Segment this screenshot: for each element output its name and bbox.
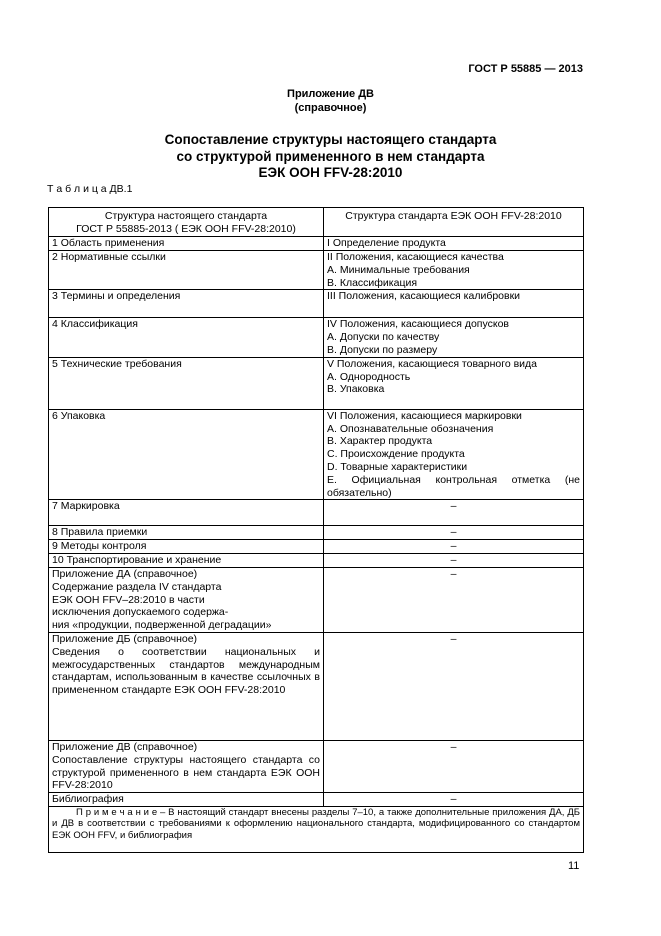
heading-line: со структурой примененного в нем стандарта xyxy=(176,148,485,164)
table-row xyxy=(49,553,584,567)
comparison-table xyxy=(48,207,584,853)
cell-text: D. Товарные характеристики xyxy=(327,460,468,473)
table-row xyxy=(49,526,584,540)
page-number: 11 xyxy=(568,860,580,872)
cell-text: – xyxy=(450,567,457,580)
row-cell-right xyxy=(324,740,584,792)
row-cell-left xyxy=(49,251,324,290)
appendix-type: (справочное) xyxy=(294,102,367,114)
cell-text: 1 Область применения xyxy=(52,237,165,249)
cell-text: – xyxy=(450,500,457,513)
row-cell-left xyxy=(49,500,324,526)
cell-text: I Определение продукта xyxy=(327,237,446,249)
row-cell-left xyxy=(49,318,324,357)
row-cell-left xyxy=(49,409,324,500)
row-cell-left xyxy=(49,357,324,409)
row-cell-left xyxy=(49,526,324,540)
cell-text: В. Упаковка xyxy=(327,383,385,396)
cell-text: А. Опознавательные обозначения xyxy=(327,422,494,435)
row-cell-right xyxy=(324,567,584,632)
row-cell-right xyxy=(324,553,584,567)
cell-text: В. Классификация xyxy=(327,276,418,289)
cell-text: – xyxy=(450,632,457,645)
header-text: Структура настоящего стандарта xyxy=(104,210,268,222)
row-cell-right xyxy=(324,526,584,540)
row-cell-left xyxy=(49,740,324,792)
table-row xyxy=(49,793,584,807)
cell-text: А. Допуски по качеству xyxy=(327,331,440,344)
table-row xyxy=(49,251,584,290)
header-cell-left xyxy=(49,208,324,237)
cell-text: 5 Технические требования xyxy=(52,357,182,370)
header-text: ГОСТ Р 55885-2013 ( ЕЭК ООН FFV-28:2010) xyxy=(76,222,296,235)
table-row xyxy=(49,632,584,740)
table-row xyxy=(49,567,584,632)
table-header-row xyxy=(49,208,584,237)
row-cell-right xyxy=(324,409,584,500)
cell-text: Е. Официальная контрольная отметка (не обязательно) xyxy=(327,473,580,499)
row-cell-right xyxy=(324,251,584,290)
cell-text: В. Допуски по размеру xyxy=(327,343,438,356)
cell-text: II Положения, касающиеся качества xyxy=(327,251,504,263)
cell-text: Сведения о соответствии национальных и межгосударственных стандартов международным стандартам, использованным в качестве ссылочных в примененном стандарте ЕЭК ООН FFV-28:2010 xyxy=(52,645,320,697)
cell-text: Содержание раздела IV стандарта xyxy=(52,580,222,593)
row-cell-right xyxy=(324,793,584,807)
heading-line: Сопоставление структуры настоящего стандарта xyxy=(164,132,497,147)
cell-text: С. Происхождение продукта xyxy=(327,448,465,461)
table-note: П р и м е ч а н и е – В настоящий стандарт внесены разделы 7–10, а также дополнительные приложения ДА, ДБ и ДВ в соответствии с требованиями к оформлению национального стандарта, модифицированного со стандартом ЕЭК ООН FFV, и библиография xyxy=(49,806,584,852)
cell-text: – xyxy=(450,793,457,806)
header-cell-right xyxy=(324,208,584,237)
cell-text: ЕЭК ООН FFV–28:2010 в части xyxy=(52,593,205,606)
row-cell-left xyxy=(49,540,324,554)
cell-text: 7 Маркировка xyxy=(52,500,120,513)
cell-text: ния «продукции, подверженной деградации» xyxy=(52,619,272,632)
cell-text: 2 Нормативные ссылки xyxy=(52,251,166,263)
cell-text: исключения допускаемого содержа- xyxy=(52,606,229,619)
cell-text: Приложение ДВ (справочное) xyxy=(52,740,198,753)
cell-text: 10 Транспортирование и хранение xyxy=(52,553,222,566)
cell-text: – xyxy=(450,740,457,753)
row-cell-right xyxy=(324,290,584,318)
table-row xyxy=(49,740,584,792)
cell-text: Приложение ДБ (справочное) xyxy=(52,632,198,645)
cell-text: 6 Упаковка xyxy=(52,409,106,422)
table-row xyxy=(49,500,584,526)
table-row xyxy=(49,540,584,554)
table-note-row xyxy=(49,806,584,852)
cell-text: – xyxy=(450,540,457,553)
row-cell-right xyxy=(324,540,584,554)
heading-line: ЕЭК ООН FFV-28:2010 xyxy=(258,165,403,180)
cell-text: VI Положения, касающиеся маркировки xyxy=(327,409,522,422)
row-cell-right xyxy=(324,632,584,740)
cell-text: В. Характер продукта xyxy=(327,435,433,448)
cell-text: 8 Правила приемки xyxy=(52,526,148,539)
appendix-title: Приложение ДВ xyxy=(287,88,374,100)
table-row xyxy=(49,318,584,357)
cell-text: 4 Классификация xyxy=(52,318,138,331)
row-cell-left xyxy=(49,290,324,318)
cell-text: Сопоставление структуры настоящего стандарта со структурой примененного в нем стандарта ЕЭК ООН FFV-28:2010 xyxy=(52,753,320,792)
table-row xyxy=(49,357,584,409)
row-cell-left xyxy=(49,793,324,807)
cell-text: 9 Методы контроля xyxy=(52,540,147,553)
table-row xyxy=(49,290,584,318)
appendix-heading xyxy=(0,132,661,182)
table-row xyxy=(49,237,584,251)
cell-text: – xyxy=(450,553,457,566)
row-cell-right xyxy=(324,357,584,409)
row-cell-left xyxy=(49,567,324,632)
cell-text: V Положения, касающиеся товарного вида xyxy=(327,357,537,370)
row-cell-right xyxy=(324,318,584,357)
cell-text: Приложение ДА (справочное) xyxy=(52,567,198,580)
header-text: Структура стандарта ЕЭК ООН FFV-28:2010 xyxy=(345,210,562,222)
row-cell-right xyxy=(324,500,584,526)
row-cell-left xyxy=(49,553,324,567)
cell-text: – xyxy=(450,526,457,539)
table-label: Т а б л и ц а ДВ.1 xyxy=(47,183,133,195)
cell-text: IV Положения, касающиеся допусков xyxy=(327,318,509,331)
document-id: ГОСТ Р 55885 — 2013 xyxy=(468,63,583,75)
row-cell-right xyxy=(324,237,584,251)
row-cell-left xyxy=(49,237,324,251)
cell-text: Библиография xyxy=(52,793,124,806)
cell-text: III Положения, касающиеся калибровки xyxy=(327,290,521,303)
cell-text: А. Минимальные требования xyxy=(327,263,470,276)
cell-text: 3 Термины и определения xyxy=(52,290,181,303)
cell-text: А. Однородность xyxy=(327,370,411,383)
table-row xyxy=(49,409,584,500)
row-cell-left xyxy=(49,632,324,740)
